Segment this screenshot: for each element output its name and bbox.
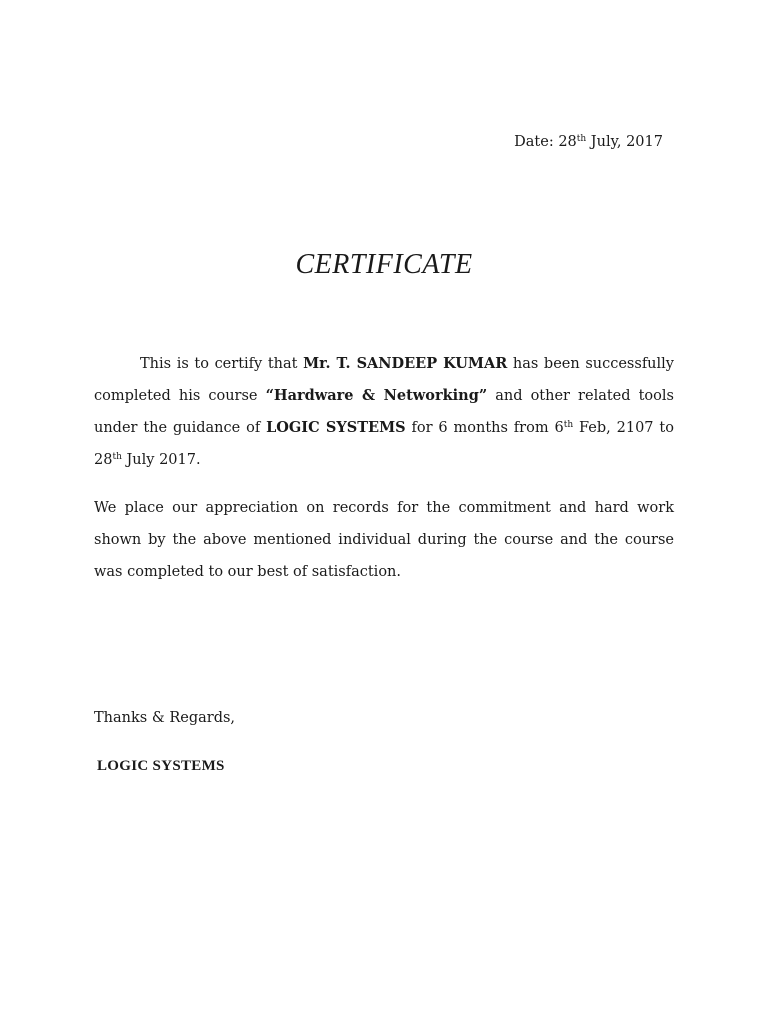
date-line bbox=[514, 132, 663, 152]
signature-org: LOGIC SYSTEMS bbox=[97, 758, 225, 774]
certificate-title: CERTIFICATE bbox=[295, 249, 473, 280]
appreciation-paragraph: We place our appreciation on records for the commitment and hard work shown by the above mentioned individual during the course and the course was completed to our best of satisfaction. bbox=[94, 500, 674, 580]
para1-text-6: July 2017. bbox=[121, 452, 201, 468]
course-name: “Hardware & Networking” bbox=[265, 387, 488, 404]
date-suffix: July, 2017 bbox=[586, 134, 663, 150]
para1-text-3: and other related tools under the guidance of bbox=[94, 388, 674, 436]
para1-text-4: for 6 months from 6 bbox=[405, 420, 564, 436]
organization-name: LOGIC SYSTEMS bbox=[266, 419, 406, 436]
start-date-superscript: th bbox=[563, 420, 574, 430]
end-date-superscript: th bbox=[112, 452, 122, 462]
para1-text-1: This is to certify that bbox=[140, 356, 304, 372]
certification-paragraph bbox=[94, 348, 674, 476]
date-prefix: Date: 28 bbox=[514, 134, 577, 150]
para1-text-2: has been successfully completed his course bbox=[94, 356, 674, 404]
date-superscript: th bbox=[576, 134, 587, 144]
closing-line: Thanks & Regards, bbox=[94, 710, 236, 726]
recipient-name: Mr. T. SANDEEP KUMAR bbox=[303, 355, 508, 372]
para1-text-5: Feb, 2107 to 28 bbox=[94, 420, 674, 468]
